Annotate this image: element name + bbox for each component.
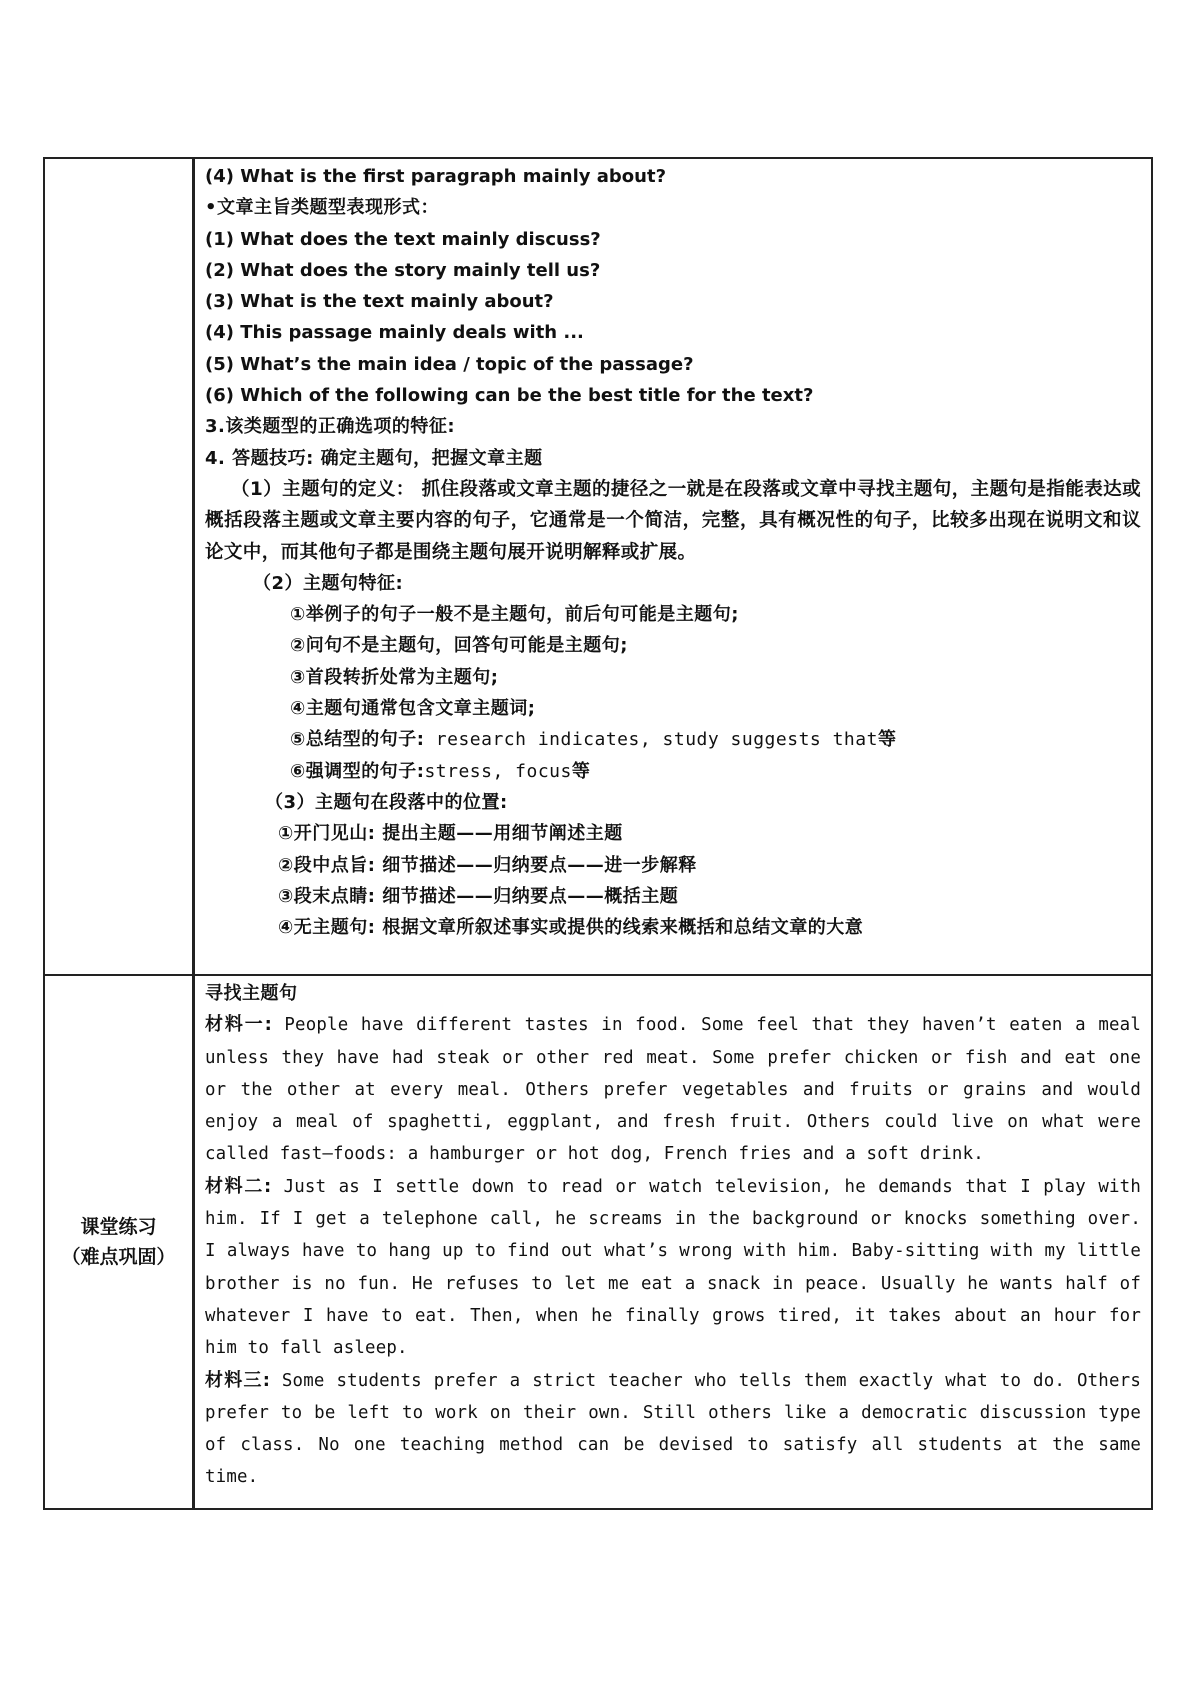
feature-item: ④主题句通常包含文章主题词; — [290, 698, 536, 720]
row-label-cell — [44, 158, 194, 975]
feature-item — [205, 724, 1141, 755]
lesson-table — [43, 157, 1153, 1510]
material-text: Just as I settle down to read or watch television, he demands that I play with him. If I get a telephone call, he screams in the background or knocks something over. I always have to hang up to find out what’s wrong with him. Baby-sitting with my little brother is no fun. He refuses to let me eat a snack in peace. Usually he wants half of whatever I have to eat. Then, when he finally grows tired, it takes about an hour for him to fall asleep. — [205, 1176, 1141, 1359]
feature-item — [205, 756, 1141, 787]
feature-prefix: ⑥强调型的句子: — [290, 760, 425, 782]
features-title: （2）主题句特征: — [253, 572, 404, 594]
feature-suffix: 等 — [877, 729, 897, 751]
material-paragraph — [205, 1009, 1141, 1170]
feature-english: research indicates, study suggests that — [424, 729, 878, 751]
row-label-title: 课堂练习 — [80, 1216, 157, 1238]
material-label: 材料一: — [205, 1014, 272, 1036]
position-item: ①开门见山: 提出主题——用细节阐述主题 — [278, 823, 623, 845]
material-label: 材料二: — [205, 1175, 272, 1197]
section-heading: •文章主旨类题型表现形式： — [205, 197, 440, 219]
question-line: (6) Which of the following can be the best title for the text? — [205, 385, 814, 407]
question-line: (4) What is the first paragraph mainly about? — [205, 166, 667, 187]
topic-sentence-definition: （1）主题句的定义： 抓住段落或文章主题的捷径之一就是在段落或文章中寻找主题句，主题句是指能表达或概括段落主题或文章主要内容的句子，它通常是一个简洁，完整，具有概况性的句子，比较多出现在说明文和议论文中，而其他句子都是围绕主题句展开说明解释或扩展。 — [205, 478, 1141, 563]
position-item: ③段末点睛: 细节描述——归纳要点——概括主题 — [278, 885, 679, 907]
exercise-heading: 寻找主题句 — [205, 983, 298, 1004]
position-item: ②段中点旨: 细节描述——归纳要点——进一步解释 — [278, 854, 697, 876]
feature-item: ①举例子的句子一般不是主题句，前后句可能是主题句; — [290, 604, 739, 626]
material-paragraph — [205, 1365, 1141, 1494]
table-row — [44, 975, 1152, 1509]
content-cell — [194, 975, 1153, 1509]
material-text: People have different tastes in food. Some feel that they haven’t eaten a meal unless they have had steak or other red meat. Some prefer chicken or fish and eat one or the other at every meal. Others prefer vegetables and fruits or grains and would enjoy a meal of spaghetti, eggplant, and fresh fruit. Others could live on what were called fast—foods: a hamburger or hot dog, French fries and a soft drink. — [205, 1015, 1141, 1165]
section-heading: 4. 答题技巧: 确定主题句，把握文章主题 — [205, 447, 543, 469]
feature-suffix: 等 — [571, 760, 591, 782]
row-label-cell — [44, 975, 194, 1509]
feature-prefix: ⑤总结型的句子: — [290, 729, 425, 751]
question-line: (5) What’s the main idea / topic of the passage? — [205, 353, 694, 375]
question-line: (4) This passage mainly deals with ... — [205, 322, 584, 344]
question-line: (2) What does the story mainly tell us? — [205, 259, 601, 281]
question-line: (3) What is the text mainly about? — [205, 291, 554, 313]
material-text: Some students prefer a strict teacher who tells them exactly what to do. Others prefer to be left to work on their own. Still others like a democratic discussion type of class. No one teaching method can be devised to satisfy all students at the same time. — [205, 1370, 1141, 1488]
position-item: ④无主题句: 根据文章所叙述事实或提供的线索来概括和总结文章的大意 — [278, 917, 864, 939]
content-cell — [194, 158, 1153, 975]
feature-item: ②问句不是主题句，回答句可能是主题句; — [290, 635, 628, 657]
section-heading: 3.该类题型的正确选项的特征: — [205, 416, 456, 438]
feature-item: ③首段转折处常为主题句; — [290, 666, 499, 688]
material-paragraph — [205, 1171, 1141, 1365]
feature-english: stress, focus — [424, 760, 572, 782]
row-label-subtitle: （难点巩固） — [61, 1246, 176, 1268]
question-line: (1) What does the text mainly discuss? — [205, 228, 601, 250]
table-row — [44, 158, 1152, 975]
position-title: （3）主题句在段落中的位置: — [265, 791, 508, 813]
material-label: 材料三: — [205, 1369, 270, 1391]
